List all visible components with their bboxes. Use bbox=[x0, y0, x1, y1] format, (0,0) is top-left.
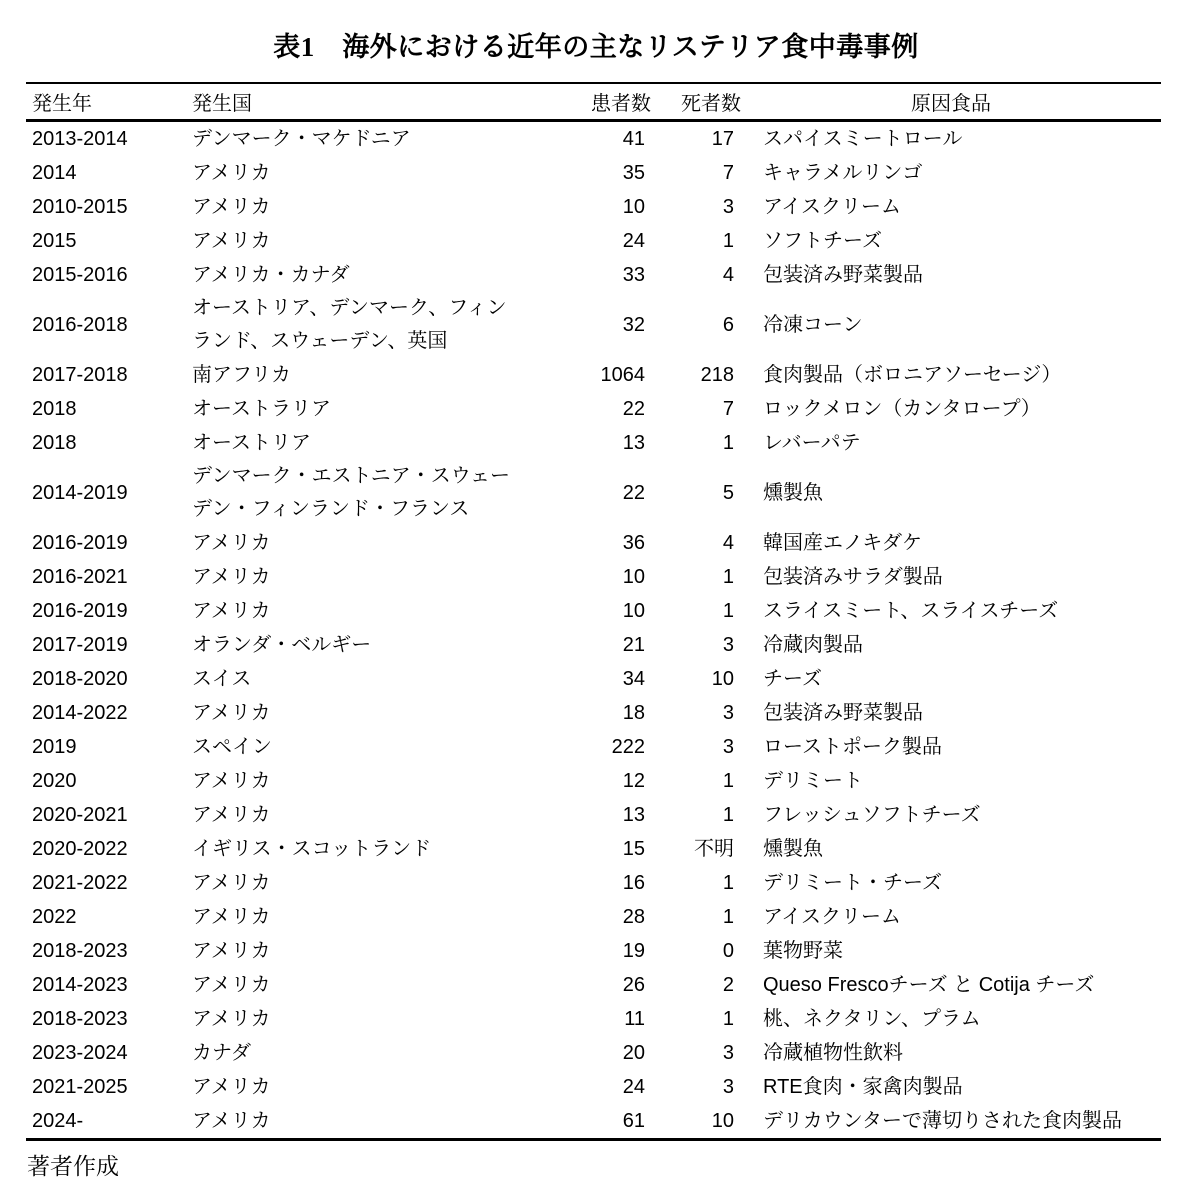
table-row bbox=[26, 662, 1161, 696]
cell-food: ソフトチーズ bbox=[763, 229, 882, 252]
table-row bbox=[26, 121, 1161, 157]
cell-food: 葉物野菜 bbox=[763, 939, 843, 962]
cell-patients: 1064 bbox=[600, 363, 645, 386]
cell-patients: 22 bbox=[622, 397, 645, 420]
cell-deaths: 1 bbox=[722, 769, 734, 792]
cell-food: スライスミート、スライスチーズ bbox=[763, 599, 1059, 622]
cell-food: 燻製魚 bbox=[763, 481, 823, 504]
table-row bbox=[26, 526, 1161, 560]
cell-patients: 32 bbox=[622, 313, 645, 336]
table-row bbox=[26, 1104, 1161, 1140]
cell-country: デンマーク・マケドニア bbox=[192, 127, 411, 150]
cell-year: 2024- bbox=[32, 1109, 84, 1132]
cell-patients: 12 bbox=[622, 769, 645, 792]
cell-patients: 13 bbox=[622, 431, 645, 454]
cell-year: 2023-2024 bbox=[32, 1041, 128, 1064]
cell-country: アメリカ bbox=[192, 161, 271, 184]
table-row bbox=[26, 934, 1161, 968]
cell-country: オーストリア bbox=[192, 431, 311, 454]
cell-food: 燻製魚 bbox=[763, 837, 823, 860]
column-header-deaths: 死者数 bbox=[653, 83, 741, 121]
cell-year: 2016-2018 bbox=[32, 313, 128, 336]
cell-country: アメリカ bbox=[192, 973, 271, 996]
page-title: 表1 海外における近年の主なリステリア食中毒事例 bbox=[273, 32, 919, 62]
column-header-year: 発生年 bbox=[26, 83, 190, 121]
cell-year: 2016-2019 bbox=[32, 599, 128, 622]
cell-patients: 61 bbox=[622, 1109, 645, 1132]
cell-country: オーストラリア bbox=[192, 397, 331, 420]
cell-deaths: 3 bbox=[722, 1075, 734, 1098]
cell-country: アメリカ bbox=[192, 195, 271, 218]
table-row bbox=[26, 560, 1161, 594]
cell-year: 2022 bbox=[32, 905, 77, 928]
cell-food: 包装済み野菜製品 bbox=[763, 701, 923, 724]
cell-food: アイスクリーム bbox=[763, 905, 901, 928]
cell-food: 冷蔵植物性飲料 bbox=[763, 1041, 903, 1064]
cell-deaths: 1 bbox=[722, 565, 734, 588]
cell-deaths: 218 bbox=[700, 363, 734, 386]
cell-country: アメリカ bbox=[192, 599, 271, 622]
cell-country: アメリカ・カナダ bbox=[192, 263, 350, 286]
cell-year: 2015 bbox=[32, 229, 77, 252]
cell-deaths: 7 bbox=[722, 161, 734, 184]
cell-patients: 34 bbox=[622, 667, 645, 690]
cell-deaths: 1 bbox=[722, 803, 734, 826]
cell-country: オランダ・ベルギー bbox=[192, 633, 372, 656]
cell-food: Queso Frescoチーズ と Cotija チーズ bbox=[763, 973, 1095, 996]
cell-deaths: 1 bbox=[722, 871, 734, 894]
cell-country: スイス bbox=[192, 667, 252, 690]
author-note: 著者作成 bbox=[27, 1153, 119, 1179]
cell-food: 冷蔵肉製品 bbox=[763, 633, 863, 656]
cell-year: 2014-2023 bbox=[32, 973, 128, 996]
cell-patients: 19 bbox=[622, 939, 645, 962]
cell-food: RTE食肉・家禽肉製品 bbox=[763, 1075, 963, 1098]
cell-deaths: 不明 bbox=[694, 837, 734, 860]
cell-year: 2018-2023 bbox=[32, 1007, 128, 1030]
cell-country: 南アフリカ bbox=[192, 363, 291, 386]
cell-country: スペイン bbox=[192, 735, 272, 758]
table-header bbox=[26, 83, 1161, 121]
cell-patients: 16 bbox=[622, 871, 645, 894]
cell-patients: 222 bbox=[611, 735, 645, 758]
cell-patients: 28 bbox=[622, 905, 645, 928]
table-row bbox=[26, 798, 1161, 832]
table-row bbox=[26, 224, 1161, 258]
cell-year: 2018 bbox=[32, 397, 77, 420]
cell-patients: 21 bbox=[622, 633, 645, 656]
table-row bbox=[26, 460, 1161, 526]
cell-patients: 22 bbox=[622, 481, 645, 504]
cell-year: 2021-2025 bbox=[32, 1075, 128, 1098]
table-row bbox=[26, 764, 1161, 798]
cell-food: 韓国産エノキダケ bbox=[763, 531, 922, 554]
cell-patients: 41 bbox=[622, 127, 645, 150]
cell-patients: 24 bbox=[622, 1075, 645, 1098]
table-header-row bbox=[26, 83, 1161, 121]
cell-deaths: 3 bbox=[722, 633, 734, 656]
cell-country: カナダ bbox=[192, 1041, 251, 1064]
cell-year: 2014-2019 bbox=[32, 481, 128, 504]
cell-country: アメリカ bbox=[192, 1007, 271, 1030]
cell-deaths: 2 bbox=[722, 973, 734, 996]
cell-deaths: 3 bbox=[722, 701, 734, 724]
cell-year: 2018-2023 bbox=[32, 939, 128, 962]
cell-patients: 10 bbox=[622, 195, 645, 218]
cell-country: アメリカ bbox=[192, 769, 271, 792]
cell-patients: 11 bbox=[624, 1007, 645, 1030]
table-row bbox=[26, 900, 1161, 934]
cell-food: アイスクリーム bbox=[763, 195, 901, 218]
cell-deaths: 10 bbox=[711, 1109, 734, 1132]
cell-year: 2014-2022 bbox=[32, 701, 128, 724]
cell-country: アメリカ bbox=[192, 905, 271, 928]
cell-year: 2010-2015 bbox=[32, 195, 128, 218]
table-row bbox=[26, 156, 1161, 190]
table-row bbox=[26, 1036, 1161, 1070]
table-row bbox=[26, 696, 1161, 730]
cell-deaths: 7 bbox=[722, 397, 734, 420]
cell-patients: 24 bbox=[622, 229, 645, 252]
cell-year: 2020-2021 bbox=[32, 803, 128, 826]
cell-food: 包装済みサラダ製品 bbox=[763, 565, 943, 588]
cell-deaths: 1 bbox=[722, 1007, 734, 1030]
cell-country: アメリカ bbox=[192, 531, 271, 554]
cell-year: 2018 bbox=[32, 431, 77, 454]
cell-patients: 20 bbox=[622, 1041, 645, 1064]
cell-year: 2021-2022 bbox=[32, 871, 128, 894]
cell-deaths: 6 bbox=[722, 313, 734, 336]
cell-year: 2017-2018 bbox=[32, 363, 128, 386]
cell-country: アメリカ bbox=[192, 871, 271, 894]
listeria-outbreak-table bbox=[26, 82, 1161, 1141]
cell-deaths: 1 bbox=[722, 431, 734, 454]
cell-food: フレッシュソフトチーズ bbox=[763, 803, 981, 826]
table-body bbox=[26, 121, 1161, 1140]
cell-country: オーストリア、デンマーク、フィンランド、スウェーデン、英国 bbox=[192, 297, 507, 352]
cell-patients: 10 bbox=[622, 565, 645, 588]
cell-deaths: 3 bbox=[722, 195, 734, 218]
column-header-country: 発生国 bbox=[190, 83, 561, 121]
cell-deaths: 3 bbox=[722, 1041, 734, 1064]
cell-year: 2016-2019 bbox=[32, 531, 128, 554]
cell-deaths: 17 bbox=[711, 127, 734, 150]
table-row bbox=[26, 258, 1161, 292]
table-row bbox=[26, 1002, 1161, 1036]
cell-year: 2015-2016 bbox=[32, 263, 128, 286]
cell-year: 2019 bbox=[32, 735, 77, 758]
cell-year: 2020 bbox=[32, 769, 77, 792]
cell-food: ロックメロン（カンタロープ） bbox=[763, 397, 1041, 420]
cell-patients: 35 bbox=[622, 161, 645, 184]
cell-patients: 13 bbox=[622, 803, 645, 826]
cell-year: 2017-2019 bbox=[32, 633, 128, 656]
cell-year: 2016-2021 bbox=[32, 565, 128, 588]
cell-food: デリミート bbox=[763, 769, 863, 792]
cell-food: レバーパテ bbox=[763, 431, 861, 454]
cell-country: アメリカ bbox=[192, 701, 271, 724]
table-row bbox=[26, 358, 1161, 392]
cell-deaths: 3 bbox=[722, 735, 734, 758]
cell-patients: 26 bbox=[622, 973, 645, 996]
cell-country: アメリカ bbox=[192, 565, 271, 588]
cell-deaths: 0 bbox=[722, 939, 734, 962]
cell-country: アメリカ bbox=[192, 229, 271, 252]
cell-food: スパイスミートロール bbox=[763, 127, 963, 150]
cell-country: アメリカ bbox=[192, 1075, 271, 1098]
cell-year: 2018-2020 bbox=[32, 667, 128, 690]
cell-country: アメリカ bbox=[192, 939, 271, 962]
cell-deaths: 4 bbox=[722, 531, 734, 554]
cell-patients: 18 bbox=[622, 701, 645, 724]
table-row bbox=[26, 968, 1161, 1002]
table-container bbox=[26, 82, 1162, 1141]
table-row bbox=[26, 1070, 1161, 1104]
cell-year: 2020-2022 bbox=[32, 837, 128, 860]
cell-country: アメリカ bbox=[192, 803, 271, 826]
cell-patients: 10 bbox=[622, 599, 645, 622]
cell-patients: 15 bbox=[622, 837, 645, 860]
column-header-patients: 患者数 bbox=[561, 83, 653, 121]
cell-year: 2014 bbox=[32, 161, 77, 184]
cell-food: ローストポーク製品 bbox=[763, 735, 942, 758]
table-row bbox=[26, 292, 1161, 358]
cell-country: デンマーク・エストニア・スウェーデン・フィンランド・フランス bbox=[192, 465, 510, 520]
cell-food: デリミート・チーズ bbox=[763, 871, 942, 894]
cell-food: 冷凍コーン bbox=[763, 313, 863, 336]
cell-food: 包装済み野菜製品 bbox=[763, 263, 923, 286]
cell-food: 食肉製品（ボロニアソーセージ） bbox=[763, 363, 1062, 386]
cell-food: チーズ bbox=[763, 667, 822, 690]
cell-deaths: 1 bbox=[722, 905, 734, 928]
cell-deaths: 4 bbox=[722, 263, 734, 286]
table-row bbox=[26, 392, 1161, 426]
table-row bbox=[26, 594, 1161, 628]
cell-year: 2013-2014 bbox=[32, 127, 128, 150]
cell-food: 桃、ネクタリン、プラム bbox=[763, 1007, 981, 1030]
table-row bbox=[26, 730, 1161, 764]
cell-deaths: 1 bbox=[722, 599, 734, 622]
cell-food: デリカウンターで薄切りされた食肉製品 bbox=[763, 1109, 1122, 1132]
column-header-food: 原因食品 bbox=[741, 83, 1161, 121]
cell-patients: 36 bbox=[622, 531, 645, 554]
table-row bbox=[26, 190, 1161, 224]
cell-country: アメリカ bbox=[192, 1109, 271, 1132]
cell-patients: 33 bbox=[622, 263, 645, 286]
table-row bbox=[26, 628, 1161, 662]
cell-deaths: 1 bbox=[722, 229, 734, 252]
cell-deaths: 10 bbox=[711, 667, 734, 690]
table-row bbox=[26, 832, 1161, 866]
cell-food: キャラメルリンゴ bbox=[763, 161, 923, 184]
cell-country: イギリス・スコットランド bbox=[192, 837, 432, 860]
table-row bbox=[26, 426, 1161, 460]
table-row bbox=[26, 866, 1161, 900]
cell-deaths: 5 bbox=[722, 481, 734, 504]
